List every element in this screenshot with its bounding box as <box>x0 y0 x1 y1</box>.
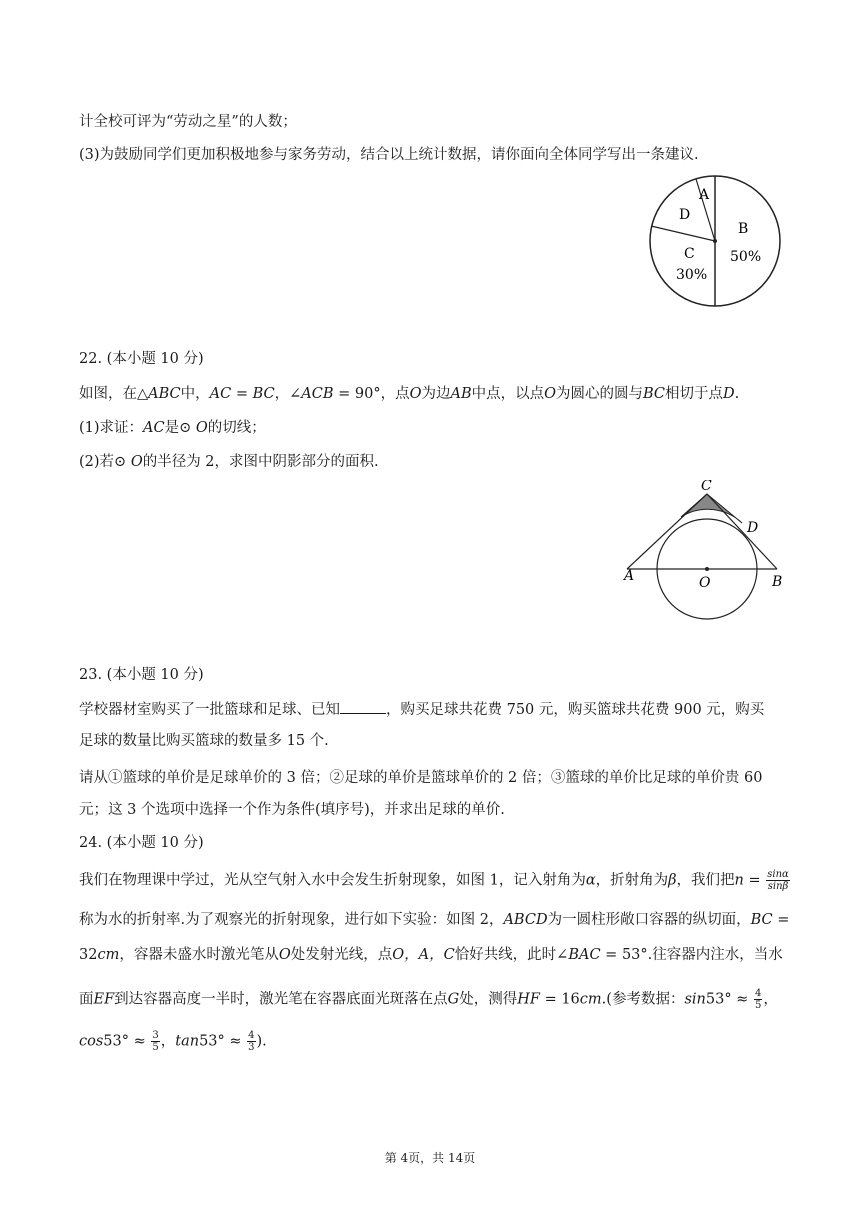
q22-heading: 22. (本小题 10 分) <box>79 351 204 367</box>
fig22-label-c: C <box>701 480 712 494</box>
q24-heading: 24. (本小题 10 分) <box>79 835 204 851</box>
refraction-fraction: $\frac{\sin\alpha}{\sin\beta}$ <box>767 869 789 892</box>
pie-label-d: D <box>679 207 691 223</box>
q22-stem: 如图，在△ABC中，AC = BC，∠ACB = 90°，点O为边AB中点，以点O为圆心的圆与BC相切于点D. <box>79 386 740 402</box>
pie-chart-figure <box>646 174 786 314</box>
q24-line-4: 面EF到达容器高度一半时，激光笔在容器底面光斑落在点G处，测得HF = 16cm.(参考数据：sin53° ≈ $\frac{4}{5}$ ， <box>79 988 778 1011</box>
q24-line-2: 称为水的折射率.为了观察光的折射现象，进行如下实验：如图 2，ABCD为一圆柱形敞口容器的纵切面，BC = <box>79 912 790 928</box>
tan53-fraction: $\frac{4}{3}$ <box>248 1030 255 1053</box>
pie-label-a: A <box>699 187 710 203</box>
q24-line-1: 我们在物理课中学过，光从空气射入水中会发生折射现象，如图 1，记入射角为α，折射角为β，我们把n = $\frac{\sin\alpha}{\sin\beta}$ <box>79 869 789 892</box>
q23-line-4: 元；这 3 个选项中选择一个作为条件(填序号)，并求出足球的单价. <box>79 802 505 818</box>
triangle-circle-figure <box>620 480 790 620</box>
q21-line-1: 计全校可评为“劳动之星”的人数； <box>79 114 297 130</box>
q21-part-3: (3)为鼓励同学们更加积极地参与家务劳动，结合以上统计数据，请你面向全体同学写出一条建议. <box>79 147 699 163</box>
q22-part-2: (2)若⊙ O的半径为 2，求图中阴影部分的面积. <box>79 454 379 470</box>
fill-blank <box>340 699 386 714</box>
q23-line-1: 学校器材室购买了一批篮球和足球、已知 ，购买足球共花费 750 元，购买篮球共花费 900 元，购买 <box>79 699 764 720</box>
pie-pct-b: 50% <box>730 249 762 265</box>
fig22-label-o: O <box>699 575 711 591</box>
q23-line-2: 足球的数量比购买篮球的数量多 15 个. <box>79 733 329 749</box>
page-footer: 第 4页，共 14页 <box>384 1151 476 1165</box>
cos53-fraction: $\frac{3}{5}$ <box>152 1030 159 1053</box>
q23-line-3: 请从①篮球的单价是足球单价的 3 倍；②足球的单价是篮球单价的 2 倍；③篮球的单价比足球的单价贵 60 <box>79 770 763 786</box>
q24-line-5: cos53° ≈ $\frac{3}{5}$ ，tan53° ≈ $\frac{4}{3}$ ). <box>79 1030 267 1053</box>
pie-label-b: B <box>738 221 749 237</box>
pie-pct-c: 30% <box>676 267 708 283</box>
q24-line-3: 32cm，容器未盛水时激光笔从O处发射光线，点O，A，C恰好共线，此时∠BAC = 53°.往容器内注水，当水 <box>79 947 783 963</box>
pie-label-c: C <box>684 246 695 262</box>
fig22-label-d: D <box>747 520 759 536</box>
fig22-label-a: A <box>624 568 635 584</box>
q22-part-1: (1)求证：AC是⊙ O的切线； <box>79 420 266 436</box>
sin53-fraction: $\frac{4}{5}$ <box>754 988 762 1011</box>
fig22-label-b: B <box>772 574 783 590</box>
q23-heading: 23. (本小题 10 分) <box>79 667 204 683</box>
